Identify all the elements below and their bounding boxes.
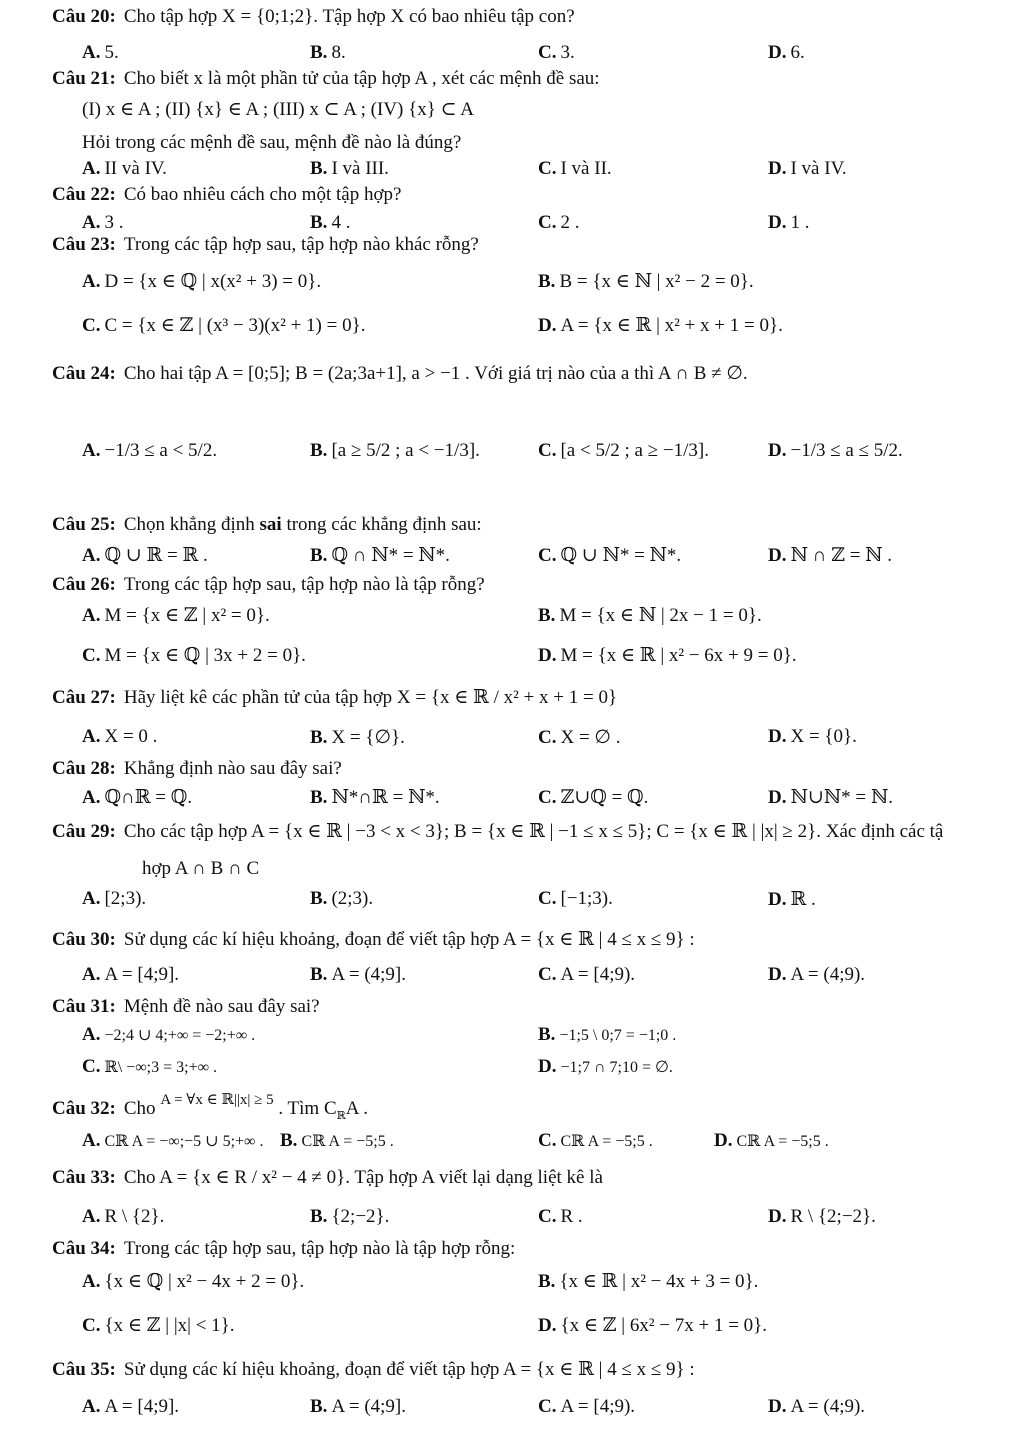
q23-option-d[interactable]: D. A = {x ∈ ℝ | x² + x + 1 = 0}. [538, 315, 783, 336]
question-number: Câu 20: [52, 6, 116, 27]
q27-option-c[interactable]: C. X = ∅ . [538, 727, 621, 748]
q21-option-d[interactable]: D. I và IV. [768, 158, 847, 179]
q35-option-b[interactable]: B. A = (4;9]. [310, 1396, 407, 1417]
q32-option-b[interactable]: B. Cℝ A = −5;5 . [280, 1130, 394, 1151]
question-29: Câu 29: Cho các tập hợp A = {x ∈ ℝ | −3 < x < 3}; B = {x ∈ ℝ | −1 ≤ x ≤ 5}; C = {x ∈ ℝ | |x| ≥ 2}. Xác định các tậ [52, 821, 944, 842]
q22-option-d[interactable]: D. 1 . [768, 212, 810, 233]
question-24: Câu 24: Cho hai tập A = [0;5]; B = (2a;3a+1], a > −1 . Với giá trị nào của a thì A ∩ B ≠ ∅. [52, 363, 748, 384]
question-26: Câu 26: Trong các tập hợp sau, tập hợp nào là tập rỗng? [52, 574, 485, 595]
q23-option-c[interactable]: C. C = {x ∈ ℤ | (x³ − 3)(x² + 1) = 0}. [82, 315, 366, 336]
q34-option-d[interactable]: D. {x ∈ ℤ | 6x² − 7x + 1 = 0}. [538, 1315, 768, 1336]
q25-option-d[interactable]: D. ℕ ∩ ℤ = ℕ . [768, 545, 893, 566]
q23-option-a[interactable]: A. D = {x ∈ ℚ | x(x² + 3) = 0}. [82, 271, 322, 292]
q35-option-c[interactable]: C. A = [4;9). [538, 1396, 636, 1417]
q27-option-d[interactable]: D. X = {0}. [768, 726, 857, 747]
q21-option-b[interactable]: B. I và III. [310, 158, 389, 179]
q28-option-d[interactable]: D. ℕ∪ℕ* = ℕ. [768, 787, 893, 808]
q35-option-d[interactable]: D. A = (4;9). [768, 1396, 866, 1417]
q30-option-b[interactable]: B. A = (4;9]. [310, 964, 407, 985]
q26-option-c[interactable]: C. M = {x ∈ ℚ | 3x + 2 = 0}. [82, 645, 306, 666]
q22-option-c[interactable]: C. 2 . [538, 212, 580, 233]
question-text: Cho tập hợp X = {0;1;2}. Tập hợp X có bao nhiêu tập con? [123, 6, 575, 27]
q21-prompt: Hỏi trong các mệnh đề sau, mệnh đề nào là đúng? [82, 132, 462, 153]
q31-option-b[interactable]: B. −1;5 \ 0;7 = −1;0 . [538, 1024, 677, 1045]
q29-continuation: hợp A ∩ B ∩ C [142, 858, 260, 879]
q25-option-a[interactable]: A. ℚ ∪ ℝ = ℝ . [82, 545, 208, 566]
q24-option-c[interactable]: C. [a < 5/2 ; a ≥ −1/3]. [538, 440, 709, 461]
q31-option-c[interactable]: C. ℝ\ −∞;3 = 3;+∞ . [82, 1056, 217, 1077]
q33-option-c[interactable]: C. R . [538, 1206, 583, 1227]
emphasis-sai: sai [259, 514, 282, 535]
q27-option-a[interactable]: A. X = 0 . [82, 726, 158, 747]
question-34: Câu 34: Trong các tập hợp sau, tập hợp nào là tập hợp rỗng: [52, 1238, 516, 1259]
q29-option-a[interactable]: A. [2;3). [82, 888, 147, 909]
q29-option-b[interactable]: B. (2;3). [310, 888, 374, 909]
q26-option-b[interactable]: B. M = {x ∈ ℕ | 2x − 1 = 0}. [538, 605, 762, 626]
q20-option-c[interactable]: C. 3. [538, 42, 575, 63]
q25-option-c[interactable]: C. ℚ ∪ ℕ* = ℕ*. [538, 545, 682, 566]
question-21 [52, 68, 600, 90]
q32-set-definition: A = ∀x ∈ ℝ||x| ≥ 5 [160, 1092, 274, 1108]
q28-option-c[interactable]: C. ℤ∪ℚ = ℚ. [538, 787, 649, 808]
question-number: Câu 21: [52, 68, 116, 89]
q28-option-a[interactable]: A. ℚ∩ℝ = ℚ. [82, 787, 193, 808]
q25-option-b[interactable]: B. ℚ ∩ ℕ* = ℕ*. [310, 545, 450, 566]
q32-option-c[interactable]: C. Cℝ A = −5;5 . [538, 1130, 653, 1151]
question-31: Câu 31: Mệnh đề nào sau đây sai? [52, 996, 320, 1017]
q23-option-b[interactable]: B. B = {x ∈ ℕ | x² − 2 = 0}. [538, 271, 754, 292]
question-22: Câu 22: Có bao nhiêu cách cho một tập hợp? [52, 184, 402, 205]
q35-option-a[interactable]: A. A = [4;9]. [82, 1396, 180, 1417]
q24-option-d[interactable]: D. −1/3 ≤ a ≤ 5/2. [768, 440, 903, 461]
q31-option-a[interactable]: A. −2;4 ∪ 4;+∞ = −2;+∞ . [82, 1024, 256, 1045]
q34-option-b[interactable]: B. {x ∈ ℝ | x² − 4x + 3 = 0}. [538, 1271, 759, 1292]
q29-option-d[interactable]: D. ℝ . [768, 889, 816, 910]
q20-option-b[interactable]: B. 8. [310, 42, 346, 63]
question-27: Câu 27: Hãy liệt kê các phần tử của tập hợp X = {x ∈ ℝ / x² + x + 1 = 0} [52, 687, 618, 708]
q28-option-b[interactable]: B. ℕ*∩ℝ = ℕ*. [310, 787, 440, 808]
q33-option-a[interactable]: A. R \ {2}. [82, 1206, 165, 1227]
q22-option-b[interactable]: B. 4 . [310, 212, 351, 233]
q34-option-c[interactable]: C. {x ∈ ℤ | |x| < 1}. [82, 1315, 235, 1336]
q24-option-a[interactable]: A. −1/3 ≤ a < 5/2. [82, 440, 218, 461]
q34-option-a[interactable]: A. {x ∈ ℚ | x² − 4x + 2 = 0}. [82, 1271, 305, 1292]
q20-option-d[interactable]: D. 6. [768, 42, 805, 63]
question-32: Câu 32: Cho $^{A = \forall x \in ℝ||x| \ge 5}$ . Tìm $C_ℝA$ . [52, 1092, 368, 1122]
question-23: Câu 23: Trong các tập hợp sau, tập hợp nào khác rỗng? [52, 234, 479, 255]
q32-option-d[interactable]: D. Cℝ A = −5;5 . [714, 1130, 829, 1151]
question-20 [52, 6, 575, 28]
question-30: Câu 30: Sử dụng các kí hiệu khoảng, đoạn để viết tập hợp A = {x ∈ ℝ | 4 ≤ x ≤ 9} : [52, 929, 695, 950]
q30-option-a[interactable]: A. A = [4;9]. [82, 964, 180, 985]
q30-option-d[interactable]: D. A = (4;9). [768, 964, 866, 985]
q32-option-a[interactable]: A. Cℝ A = −∞;−5 ∪ 5;+∞ . [82, 1130, 264, 1151]
q29-option-c[interactable]: C. [−1;3). [538, 888, 613, 909]
q33-option-b[interactable]: B. {2;−2}. [310, 1206, 390, 1227]
q30-option-c[interactable]: C. A = [4;9). [538, 964, 636, 985]
question-28: Câu 28: Khẳng định nào sau đây sai? [52, 758, 342, 779]
q21-option-c[interactable]: C. I và II. [538, 158, 612, 179]
q27-option-b[interactable]: B. X = {∅}. [310, 727, 405, 748]
q21-option-a[interactable]: A. II và IV. [82, 158, 167, 179]
q33-option-d[interactable]: D. R \ {2;−2}. [768, 1206, 876, 1227]
question-text: Cho biết x là một phần tử của tập hợp A , xét các mệnh đề sau: [123, 68, 600, 89]
q22-option-a[interactable]: A. 3 . [82, 212, 124, 233]
q20-option-a[interactable]: A. 5. [82, 42, 119, 63]
q31-option-d[interactable]: D. −1;7 ∩ 7;10 = ∅. [538, 1056, 673, 1077]
question-25: Câu 25: Chọn khẳng định sai trong các khẳng định sau: [52, 514, 482, 535]
q26-option-d[interactable]: D. M = {x ∈ ℝ | x² − 6x + 9 = 0}. [538, 645, 797, 666]
q24-option-b[interactable]: B. [a ≥ 5/2 ; a < −1/3]. [310, 440, 480, 461]
question-35: Câu 35: Sử dụng các kí hiệu khoảng, đoạn để viết tập hợp A = {x ∈ ℝ | 4 ≤ x ≤ 9} : [52, 1359, 695, 1380]
q26-option-a[interactable]: A. M = {x ∈ ℤ | x² = 0}. [82, 605, 270, 626]
q21-propositions: (I) x ∈ A ; (II) {x} ∈ A ; (III) x ⊂ A ; (IV) {x} ⊂ A [82, 99, 474, 120]
question-33: Câu 33: Cho A = {x ∈ R / x² − 4 ≠ 0}. Tập hợp A viết lại dạng liệt kê là [52, 1167, 603, 1188]
